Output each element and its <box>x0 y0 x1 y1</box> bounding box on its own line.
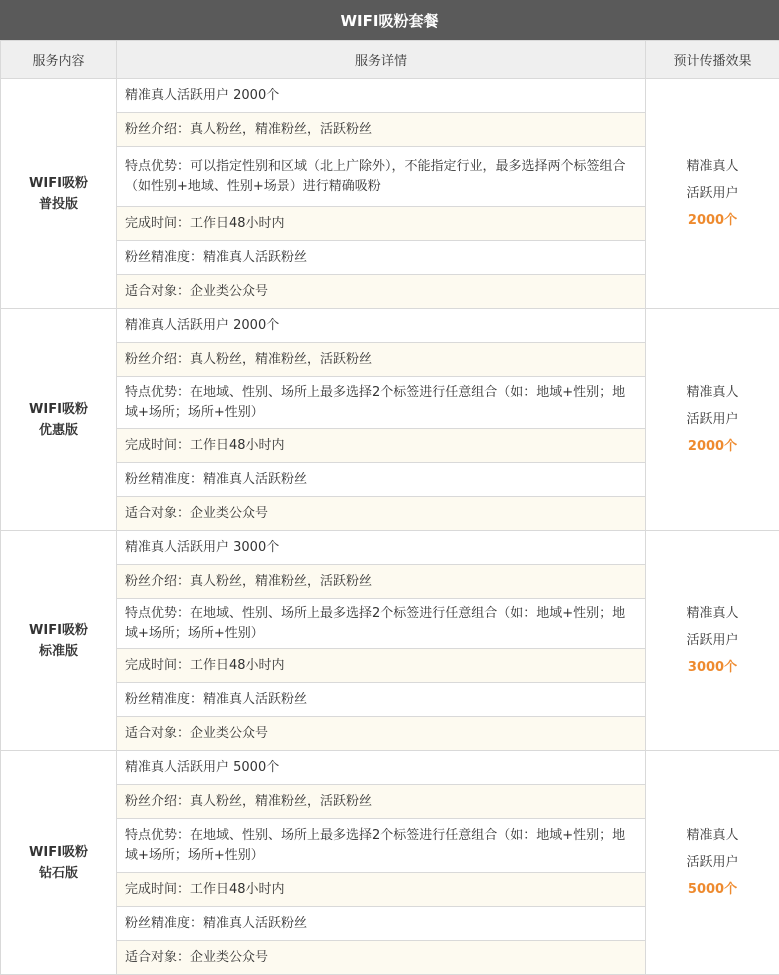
detail-features: 特点优势：在地域、性别、场所上最多选择2个标签进行任意组合（如：地域+性别；地域+场所；场所+性别） <box>117 819 646 873</box>
detail-target: 适合对象：企业类公众号 <box>117 497 646 531</box>
detail-row <box>1 531 779 565</box>
package-name-line1: WIFI吸粉 <box>2 842 115 863</box>
effect-line2: 活跃用户 <box>647 406 778 433</box>
package-discount <box>1 309 779 531</box>
package-name-line2: 优惠版 <box>2 420 115 441</box>
detail-fan-precision: 粉丝精准度：精准真人活跃粉丝 <box>117 683 646 717</box>
detail-fan-intro: 粉丝介绍：真人粉丝，精准粉丝，活跃粉丝 <box>117 343 646 377</box>
package-name-line1: WIFI吸粉 <box>2 399 115 420</box>
header-expected-effect: 预计传播效果 <box>646 41 779 79</box>
effect-cell <box>646 751 779 975</box>
package-name-line2: 标准版 <box>2 641 115 662</box>
header-service-content: 服务内容 <box>1 41 117 79</box>
package-standard <box>1 531 779 751</box>
detail-row <box>1 309 779 343</box>
detail-user-count: 精准真人活跃用户 3000个 <box>117 531 646 565</box>
effect-count: 2000个 <box>647 433 778 460</box>
detail-features: 特点优势：可以指定性别和区域（北上广除外），不能指定行业，最多选择两个标签组合（如性别+地域、性别+场景）进行精确吸粉 <box>117 147 646 207</box>
package-name-cell <box>1 309 117 531</box>
package-diamond <box>1 751 779 975</box>
header-service-details: 服务详情 <box>117 41 646 79</box>
effect-line2: 活跃用户 <box>647 849 778 876</box>
effect-line1: 精准真人 <box>647 600 778 627</box>
detail-completion-time: 完成时间：工作日48小时内 <box>117 649 646 683</box>
effect-count: 5000个 <box>647 876 778 903</box>
table-title: WIFI吸粉套餐 <box>0 0 779 40</box>
effect-cell <box>646 531 779 751</box>
detail-user-count: 精准真人活跃用户 5000个 <box>117 751 646 785</box>
header-row <box>1 41 779 79</box>
detail-target: 适合对象：企业类公众号 <box>117 717 646 751</box>
effect-line1: 精准真人 <box>647 153 778 180</box>
detail-row <box>1 751 779 785</box>
detail-target: 适合对象：企业类公众号 <box>117 275 646 309</box>
package-name-cell <box>1 79 117 309</box>
effect-line1: 精准真人 <box>647 822 778 849</box>
detail-features: 特点优势：在地域、性别、场所上最多选择2个标签进行任意组合（如：地域+性别；地域+场所；场所+性别） <box>117 377 646 429</box>
detail-target: 适合对象：企业类公众号 <box>117 941 646 975</box>
package-basic <box>1 79 779 309</box>
detail-completion-time: 完成时间：工作日48小时内 <box>117 873 646 907</box>
effect-cell <box>646 79 779 309</box>
effect-cell <box>646 309 779 531</box>
package-table <box>0 40 779 975</box>
detail-features: 特点优势：在地域、性别、场所上最多选择2个标签进行任意组合（如：地域+性别；地域+场所；场所+性别） <box>117 599 646 649</box>
detail-fan-precision: 粉丝精准度：精准真人活跃粉丝 <box>117 907 646 941</box>
package-name-line1: WIFI吸粉 <box>2 620 115 641</box>
detail-user-count: 精准真人活跃用户 2000个 <box>117 309 646 343</box>
package-name-cell <box>1 531 117 751</box>
detail-fan-precision: 粉丝精准度：精准真人活跃粉丝 <box>117 241 646 275</box>
effect-line1: 精准真人 <box>647 379 778 406</box>
detail-user-count: 精准真人活跃用户 2000个 <box>117 79 646 113</box>
detail-row <box>1 79 779 113</box>
effect-line2: 活跃用户 <box>647 180 778 207</box>
detail-fan-intro: 粉丝介绍：真人粉丝，精准粉丝，活跃粉丝 <box>117 785 646 819</box>
effect-count: 3000个 <box>647 654 778 681</box>
package-name-line2: 钻石版 <box>2 863 115 884</box>
effect-line2: 活跃用户 <box>647 627 778 654</box>
effect-count: 2000个 <box>647 207 778 234</box>
detail-fan-intro: 粉丝介绍：真人粉丝，精准粉丝，活跃粉丝 <box>117 565 646 599</box>
package-name-line1: WIFI吸粉 <box>2 173 115 194</box>
detail-completion-time: 完成时间：工作日48小时内 <box>117 207 646 241</box>
detail-fan-intro: 粉丝介绍：真人粉丝，精准粉丝，活跃粉丝 <box>117 113 646 147</box>
package-name-line2: 普投版 <box>2 194 115 215</box>
package-name-cell <box>1 751 117 975</box>
detail-completion-time: 完成时间：工作日48小时内 <box>117 429 646 463</box>
detail-fan-precision: 粉丝精准度：精准真人活跃粉丝 <box>117 463 646 497</box>
